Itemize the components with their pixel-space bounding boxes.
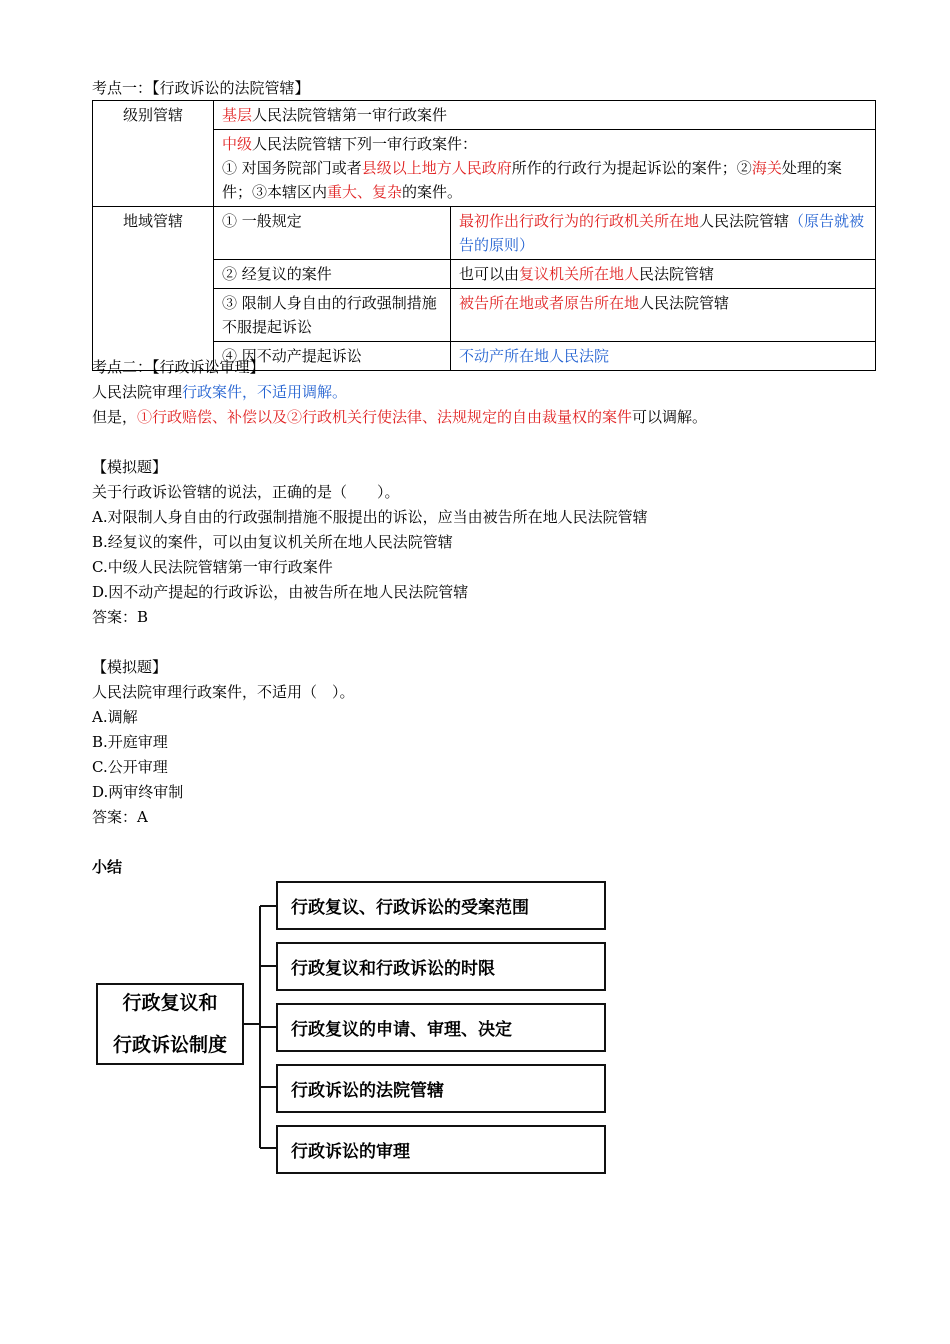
region-rule-4: 不动产所在地人民法院 — [451, 342, 876, 371]
summary-title: 小结 — [92, 858, 123, 876]
section1-title: 考点一：【行政诉讼的法院管辖】 — [92, 79, 310, 97]
summary-root-line1: 行政复议和 — [122, 992, 218, 1014]
level-category: 级别管辖 — [93, 101, 214, 207]
level-row1: 基层人民法院管辖第一审行政案件 — [214, 101, 876, 130]
section2-line2: 但是，①行政赔偿、补偿以及②行政机关行使法律、法规规定的自由裁量权的案件可以调解。 — [92, 408, 708, 426]
summary-branch-1: 行政复议、行政诉讼的受案范围 — [276, 881, 606, 930]
region-rule-3: 被告所在地或者原告所在地人民法院管辖 — [451, 289, 876, 342]
region-case-4: ④ 因不动产提起诉讼 — [214, 342, 451, 371]
quiz2-label: 【模拟题】 — [92, 658, 168, 676]
quiz1-option-b: B.经复议的案件，可以由复议机关所在地人民法院管辖 — [92, 533, 453, 551]
region-case-1: ① 一般规定 — [214, 207, 451, 260]
level-row2: 中级人民法院管辖下列一审行政案件： ① 对国务院部门或者县级以上地方人民政府所作的行政行为提起诉讼的案件；②海关处理的案件；③本辖区内重大、复杂的案件。 — [214, 130, 876, 207]
summary-root-line2: 行政诉讼制度 — [112, 1034, 227, 1056]
quiz2-question: 人民法院审理行政案件，不适用（ ）。 — [92, 683, 355, 701]
quiz1-answer: 答案：B — [92, 608, 149, 626]
quiz2-option-c: C.公开审理 — [92, 758, 168, 776]
quiz2-option-a: A.调解 — [92, 708, 138, 726]
quiz1-option-c: C.中级人民法院管辖第一审行政案件 — [92, 558, 333, 576]
quiz1-option-d: D.因不动产提起的行政诉讼，由被告所在地人民法院管辖 — [92, 583, 469, 601]
section2-line1: 人民法院审理行政案件，不适用调解。 — [92, 383, 348, 401]
region-rule-2: 也可以由复议机关所在地人民法院管辖 — [451, 260, 876, 289]
summary-branch-3: 行政复议的申请、审理、决定 — [276, 1003, 606, 1052]
section2-title: 考点二：【行政诉讼审理】 — [92, 358, 265, 376]
summary-branch-2: 行政复议和行政诉讼的时限 — [276, 942, 606, 991]
quiz2-option-d: D.两审终审制 — [92, 783, 184, 801]
quiz1-label: 【模拟题】 — [92, 458, 168, 476]
summary-root-box — [96, 983, 244, 1065]
quiz2-option-b: B.开庭审理 — [92, 733, 168, 751]
quiz2-answer: 答案：A — [92, 808, 148, 826]
summary-branch-5: 行政诉讼的审理 — [276, 1125, 606, 1174]
region-category: 地域管辖 — [93, 207, 214, 371]
region-rule-1: 最初作出行政行为的行政机关所在地人民法院管辖（原告就被告的原则） — [451, 207, 876, 260]
quiz1-question: 关于行政诉讼管辖的说法，正确的是（ ）。 — [92, 483, 400, 501]
summary-branch-4: 行政诉讼的法院管辖 — [276, 1064, 606, 1113]
region-case-2: ② 经复议的案件 — [214, 260, 451, 289]
region-case-3: ③ 限制人身自由的行政强制措施不服提起诉讼 — [214, 289, 451, 342]
quiz1-option-a: A.对限制人身自由的行政强制措施不服提出的诉讼，应当由被告所在地人民法院管辖 — [92, 508, 648, 526]
